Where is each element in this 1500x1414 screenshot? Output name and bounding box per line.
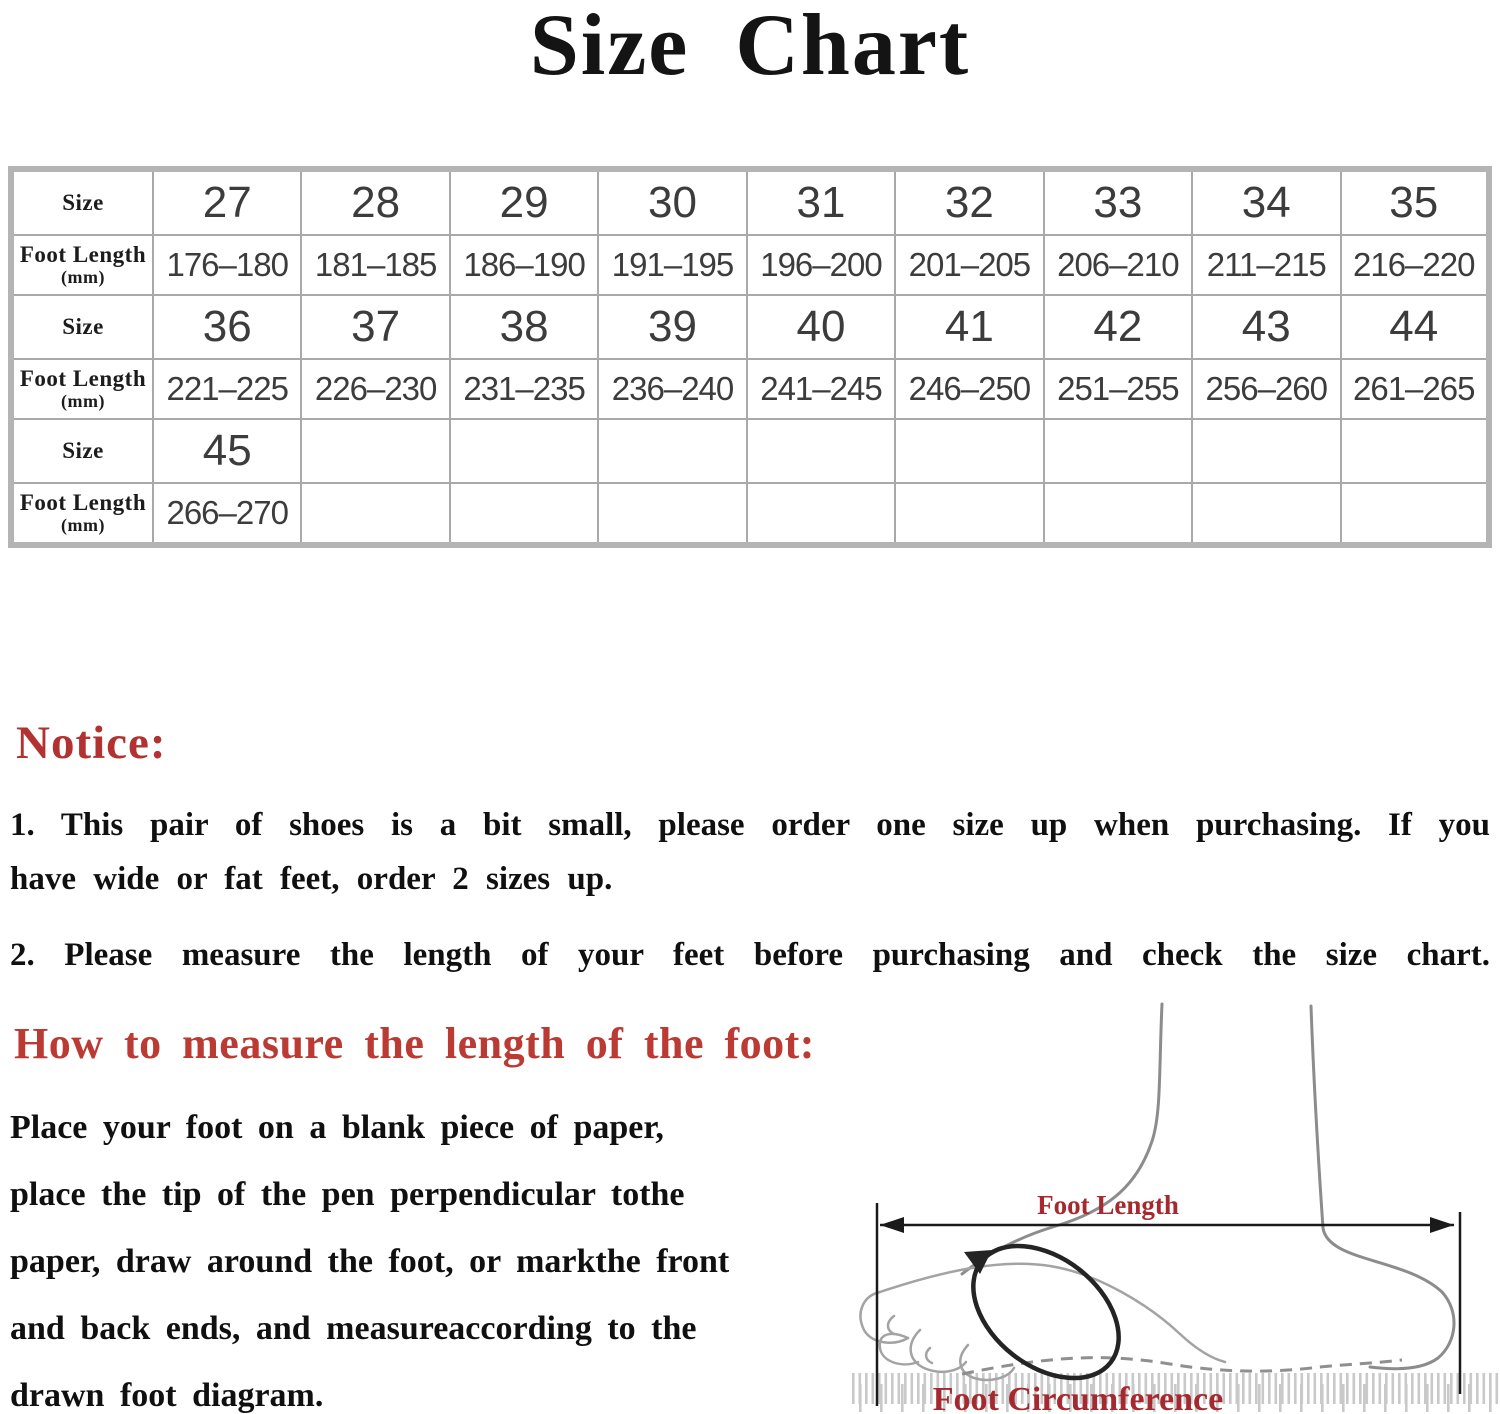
notice-paragraph-2 bbox=[10, 928, 1490, 982]
row-header: Size bbox=[11, 419, 153, 483]
length-cell: 191–195 bbox=[598, 235, 746, 295]
size-cell: 37 bbox=[301, 295, 449, 359]
foot-circumference-label: Foot Circumference bbox=[932, 1381, 1224, 1414]
size-cell: 38 bbox=[450, 295, 598, 359]
length-cell: 231–235 bbox=[450, 359, 598, 419]
notice-line: have wide or fat feet, order 2 sizes up. bbox=[10, 861, 613, 897]
arrowhead-left bbox=[880, 1217, 904, 1233]
length-cell: 221–225 bbox=[153, 359, 301, 419]
length-cell: 216–220 bbox=[1341, 235, 1490, 295]
page-title: Size Chart bbox=[529, 0, 971, 94]
size-cell: 42 bbox=[1044, 295, 1192, 359]
size-cell bbox=[301, 419, 449, 483]
measure-instructions bbox=[10, 1094, 840, 1414]
size-cell: 27 bbox=[153, 169, 301, 235]
table-row-sizes bbox=[11, 169, 1489, 235]
length-cell bbox=[1192, 483, 1340, 545]
table-row-sizes bbox=[11, 419, 1489, 483]
instruction-line: place the tip of the pen perpendicular tothe bbox=[10, 1176, 685, 1213]
row-header: Foot Length (mm) bbox=[11, 483, 153, 545]
size-cell: 44 bbox=[1341, 295, 1490, 359]
length-cell: 181–185 bbox=[301, 235, 449, 295]
size-cell bbox=[1044, 419, 1192, 483]
size-table-body bbox=[11, 169, 1489, 545]
length-cell: 196–200 bbox=[747, 235, 895, 295]
size-cell: 36 bbox=[153, 295, 301, 359]
length-cell: 266–270 bbox=[153, 483, 301, 545]
table-row-lengths bbox=[11, 483, 1489, 545]
length-cell: 206–210 bbox=[1044, 235, 1192, 295]
size-cell: 41 bbox=[895, 295, 1043, 359]
foot-outline bbox=[861, 1264, 1225, 1380]
row-header: Size bbox=[11, 169, 153, 235]
row-header: Foot Length (mm) bbox=[11, 235, 153, 295]
size-cell bbox=[747, 419, 895, 483]
size-cell: 43 bbox=[1192, 295, 1340, 359]
length-cell: 176–180 bbox=[153, 235, 301, 295]
length-cell: 211–215 bbox=[1192, 235, 1340, 295]
length-cell: 201–205 bbox=[895, 235, 1043, 295]
length-cell: 246–250 bbox=[895, 359, 1043, 419]
arrowhead-right bbox=[1430, 1217, 1454, 1233]
instruction-line: Place your foot on a blank piece of paper, bbox=[10, 1109, 664, 1146]
size-cell bbox=[895, 419, 1043, 483]
size-cell bbox=[1192, 419, 1340, 483]
size-cell: 39 bbox=[598, 295, 746, 359]
row-header: Foot Length (mm) bbox=[11, 359, 153, 419]
notice-paragraph-1 bbox=[10, 798, 1490, 906]
table-row-lengths bbox=[11, 235, 1489, 295]
instruction-line: and back ends, and measureaccording to the bbox=[10, 1310, 697, 1347]
size-cell: 28 bbox=[301, 169, 449, 235]
size-table bbox=[8, 166, 1492, 548]
how-to-measure-heading: How to measure the length of the foot: bbox=[14, 1019, 815, 1068]
length-cell: 251–255 bbox=[1044, 359, 1192, 419]
row-header: Size bbox=[11, 295, 153, 359]
notice-line: 1. This pair of shoes is a bit small, please order one size up when purchasing. If you bbox=[10, 807, 1490, 843]
size-cell bbox=[450, 419, 598, 483]
size-cell: 32 bbox=[895, 169, 1043, 235]
table-row-lengths bbox=[11, 359, 1489, 419]
notice-heading: Notice: bbox=[16, 717, 167, 769]
length-cell: 226–230 bbox=[301, 359, 449, 419]
instruction-line: drawn foot diagram. bbox=[10, 1377, 324, 1414]
length-cell bbox=[450, 483, 598, 545]
size-cell: 35 bbox=[1341, 169, 1490, 235]
notice-line: 2. Please measure the length of your feet before purchasing and check the size chart. bbox=[10, 937, 1490, 973]
size-cell: 31 bbox=[747, 169, 895, 235]
size-cell: 29 bbox=[450, 169, 598, 235]
instruction-line: paper, draw around the foot, or markthe front bbox=[10, 1243, 730, 1280]
size-cell: 30 bbox=[598, 169, 746, 235]
length-cell bbox=[301, 483, 449, 545]
length-cell: 186–190 bbox=[450, 235, 598, 295]
length-cell: 261–265 bbox=[1341, 359, 1490, 419]
length-cell bbox=[1341, 483, 1490, 545]
length-cell bbox=[598, 483, 746, 545]
foot-measure-diagram bbox=[850, 1000, 1500, 1414]
size-cell: 33 bbox=[1044, 169, 1192, 235]
length-cell bbox=[895, 483, 1043, 545]
size-cell: 40 bbox=[747, 295, 895, 359]
foot-length-label: Foot Length bbox=[1037, 1190, 1179, 1220]
leg-outline bbox=[962, 1004, 1454, 1369]
length-cell: 241–245 bbox=[747, 359, 895, 419]
size-cell bbox=[598, 419, 746, 483]
size-cell: 45 bbox=[153, 419, 301, 483]
size-cell: 34 bbox=[1192, 169, 1340, 235]
length-cell: 256–260 bbox=[1192, 359, 1340, 419]
size-cell bbox=[1341, 419, 1490, 483]
length-cell bbox=[1044, 483, 1192, 545]
length-cell bbox=[747, 483, 895, 545]
table-row-sizes bbox=[11, 295, 1489, 359]
length-cell: 236–240 bbox=[598, 359, 746, 419]
